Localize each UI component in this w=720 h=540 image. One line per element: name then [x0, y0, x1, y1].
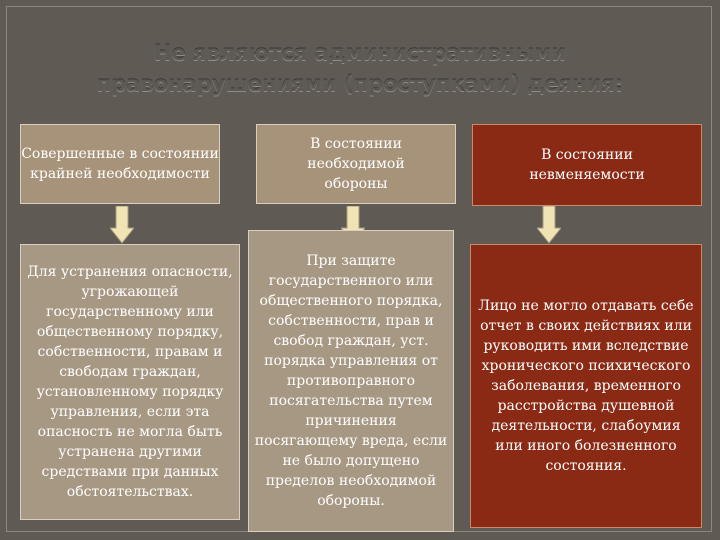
detail-text: Лицо не могло отдавать себе отчет в своих действиях или руководить ими вследствие хронического психического заболевания, временного расстройства душевной деятельности, слабоумия или иного болезненного состояния.	[478, 298, 694, 474]
detail-box-self-defense	[248, 230, 454, 532]
detail-text: Для устранения опасности, угрожающей государственному или общественному порядку, собственности, правам и свободам граждан, установленному порядку управления, если эта опасность не могла быть устранена другими средствами при данных обстоятельствах.	[27, 264, 233, 500]
down-arrow-icon	[537, 206, 561, 244]
down-arrow-icon	[110, 206, 134, 244]
detail-text: При защите государственного или общественного порядка, собственности, прав и свобод граждан, уст. порядка управления от противоправного посягательства путем причинения посягающему вреда, если не было допущено пределов необходимой обороны.	[254, 253, 448, 509]
detail-box-necessity	[20, 244, 240, 520]
heading-box-necessity	[20, 124, 220, 204]
heading-box-self-defense	[256, 124, 456, 204]
heading-text: Совершенные в состоянии крайней необходимости	[21, 146, 219, 182]
heading-text: В состоянии необходимой обороны	[307, 136, 405, 192]
title-line-1: Не являются административными	[153, 41, 567, 65]
detail-box-insanity	[470, 244, 702, 528]
heading-box-insanity	[472, 124, 702, 206]
title-line-2: правонарушениями (проступками) деяния:	[96, 72, 624, 96]
heading-text: В состоянии невменяемости	[529, 147, 645, 183]
slide-title	[20, 38, 700, 100]
